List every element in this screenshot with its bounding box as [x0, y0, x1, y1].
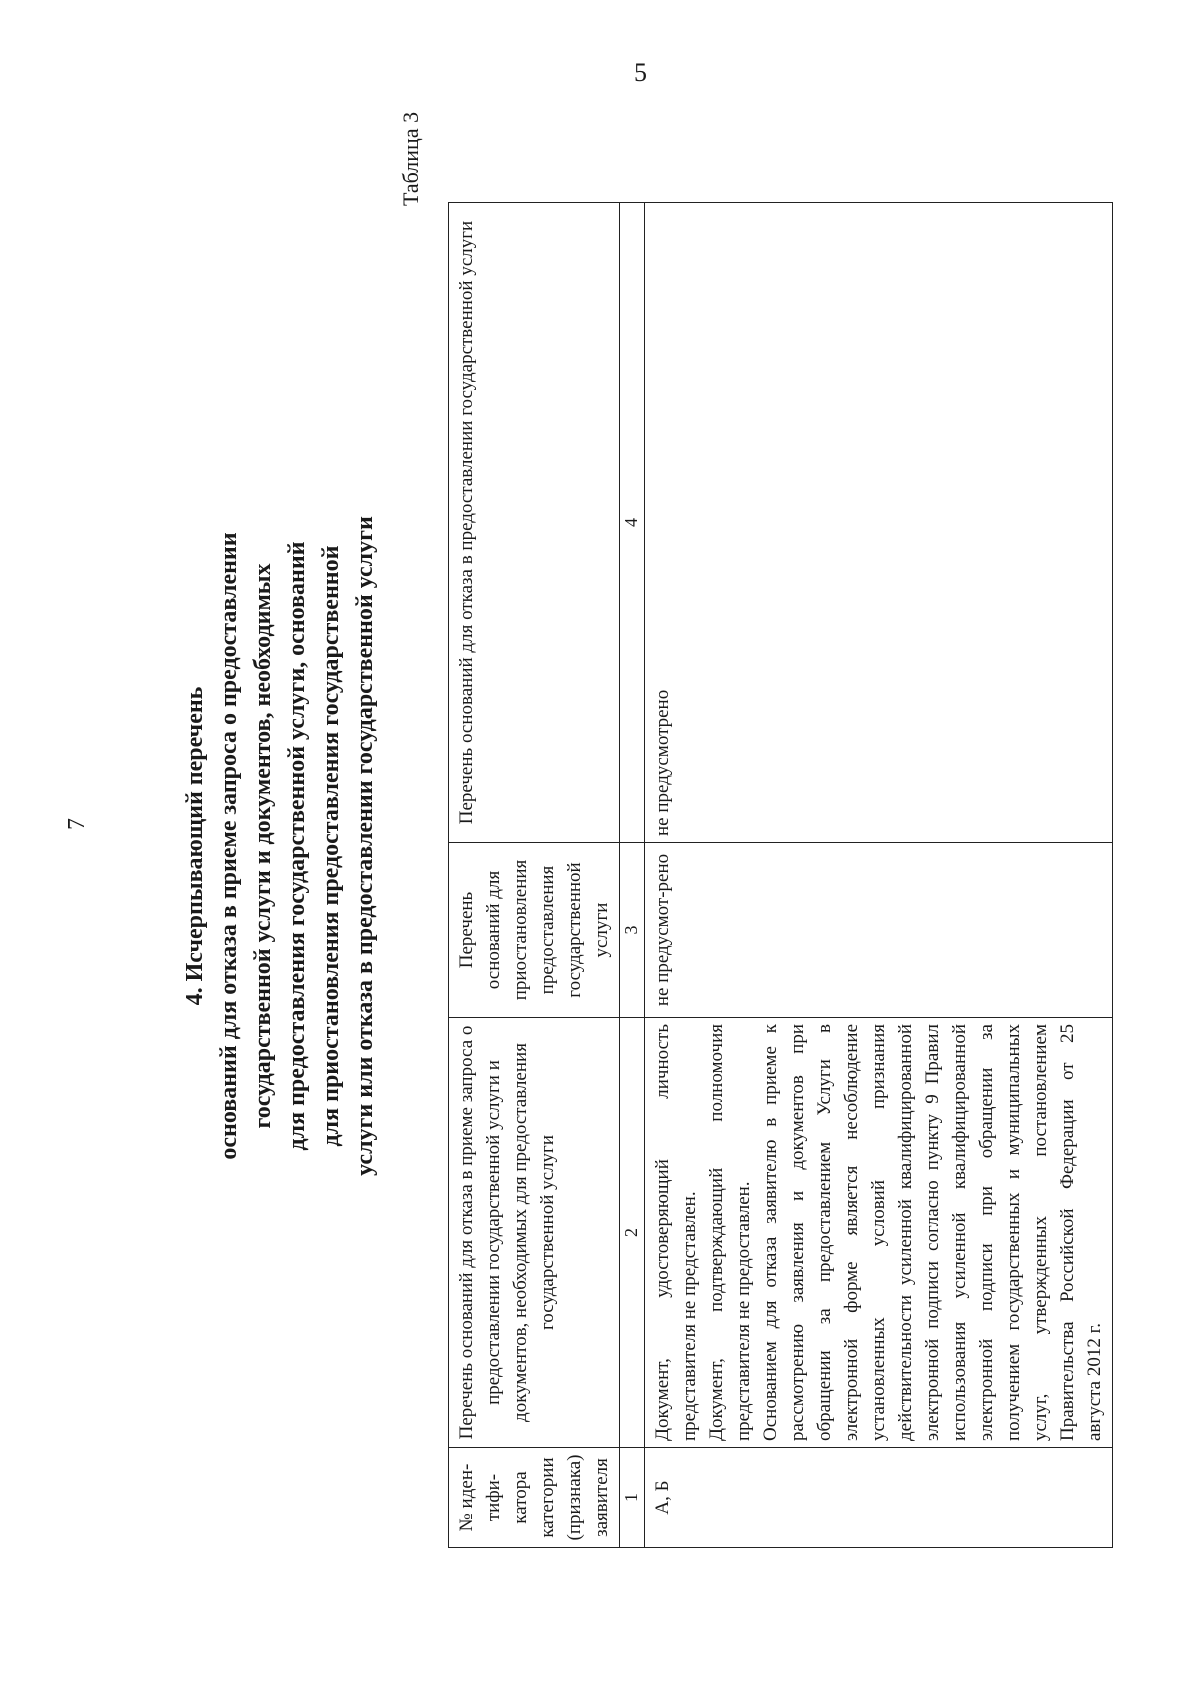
table-header-row: [449, 203, 620, 1548]
refusal-service-cell: не предусмотрено: [645, 203, 1113, 843]
table-label: Таблица 3: [398, 111, 423, 206]
section-heading: [178, 196, 382, 1496]
heading-line: для предоставления государственной услуги, оснований: [284, 541, 310, 1151]
refusal-accept-cell: [645, 1018, 1113, 1448]
suspension-cell: не предусмот-рено: [645, 843, 1113, 1018]
heading-line: для приостановления предоставления государственной: [318, 545, 344, 1147]
column-number: 3: [620, 843, 645, 1018]
column-number: 1: [620, 1448, 645, 1548]
page-number: 5: [634, 58, 647, 87]
original-page-number: 7: [64, 818, 90, 830]
reason-paragraph: Документ, удостоверяющий личность представителя не представлен.: [652, 1024, 700, 1441]
refusal-reasons-table: [448, 202, 1113, 1548]
column-number-row: [620, 203, 645, 1548]
header-refusal-service: Перечень оснований для отказа в предоставлении государственной услуги: [449, 203, 620, 843]
table-row: [645, 203, 1113, 1548]
header-refusal-accept: Перечень оснований для отказа в приеме запроса о предоставлении государственной услуги и документов, необходимых для предоставления государственной услуги: [449, 1018, 620, 1448]
reason-paragraph: Документ, подтверждающий полномочия представителя не предоставлен.: [706, 1024, 754, 1441]
heading-line: государственной услуги и документов, необходимых: [250, 563, 276, 1129]
applicant-id-cell: А, Б: [645, 1448, 1113, 1548]
heading-line: услуги или отказа в предоставлении государственной услуги: [352, 516, 378, 1176]
reason-paragraph: Основанием для отказа заявителю в приеме к рассмотрению заявления и документов при обращении за предоставлением Услуги в электронной форме является несоблюдение установленных условий признания действительности усиленной квалифицированной электронной подписи согласно пункту 9 Правил использования усиленной квалифицированной электронной подписи при обращении за получением государственных и муниципальных услуг, утвержденных постановлением Правительства Российской Федерации от 25 августа 2012 г.: [760, 1024, 1105, 1441]
column-number: 4: [620, 203, 645, 843]
heading-line: 4. Исчерпывающий перечень: [182, 686, 208, 1006]
column-number: 2: [620, 1018, 645, 1448]
heading-line: оснований для отказа в приеме запроса о предоставлении: [216, 532, 242, 1160]
header-applicant-id: № иден-тифи-катора категории (признака) заявителя: [449, 1448, 620, 1548]
header-suspension: Перечень оснований для приостановления предоставления государственной услуги: [449, 843, 620, 1018]
